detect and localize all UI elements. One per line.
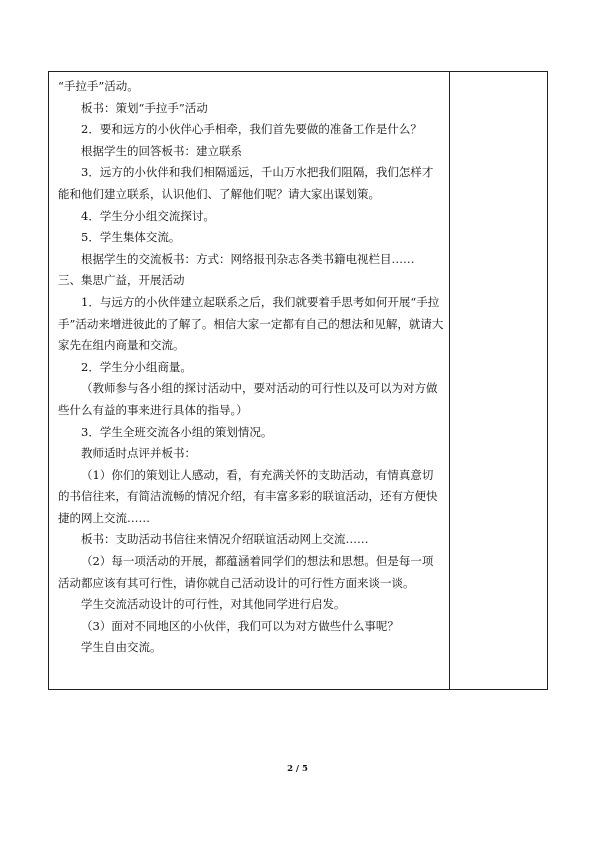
paragraph: 板书：策划“手拉手”活动: [81, 100, 208, 115]
paragraph: 3．学生全班交流各小组的策划情况。: [81, 424, 273, 439]
section-heading: 三、集思广益，开展活动: [58, 273, 185, 288]
paragraph: 2．要和远方的小伙伴心手相牵，我们首先要做的准备工作是什么？: [81, 122, 422, 137]
paragraph: （教师参与各小组的探讨活动中，要对活动的可行性以及可以为对方做些什么有益的事来进行具体的指导。）: [58, 381, 438, 417]
page-number: 2 / 5: [287, 764, 308, 774]
paragraph: （3）面对不同地区的小伙伴，我们可以为对方做些什么事呢？: [81, 618, 399, 633]
paragraph: 教师适时点评并板书：: [81, 446, 196, 461]
paragraph: “手拉手”活动。: [58, 79, 139, 93]
paragraph: 板书：支助活动书信往来情况介绍联谊活动网上交流……: [81, 532, 369, 547]
paragraph: 4．学生分小组交流探讨。: [81, 208, 215, 223]
lesson-content: [58, 76, 444, 659]
paragraph: 学生交流活动设计的可行性，对其他同学进行启发。: [81, 597, 346, 612]
paragraph: 3．远方的小伙伴和我们相隔遥远，千山万水把我们阻隔，我们怎样才能和他们建立联系，认识他们、了解他们呢？请大家出谋划策。: [58, 165, 434, 201]
paragraph: 2．学生分小组商量。: [81, 359, 192, 374]
paragraph: （1）你们的策划让人感动，看，有充满关怀的支助活动，有情真意切的书信往来，有简洁流畅的情况介绍，有丰富多彩的联谊活动，还有方便快捷的网上交流……: [58, 467, 438, 525]
paragraph: 根据学生的交流板书：方式：网络报刊杂志各类书籍电视栏目……: [81, 251, 415, 266]
paragraph: 学生自由交流。: [81, 640, 162, 655]
paragraph: 5．学生集体交流。: [81, 230, 181, 245]
paragraph: 1．与远方的小伙伴建立起联系之后，我们就要着手思考如何开展“手拉手”活动来增进彼此的了解了。相信大家一定都有自己的想法和见解，就请大家先在组内商量和交流。: [58, 294, 444, 353]
paragraph: （2）每一项活动的开展，都蕴涵着同学们的想法和思想。但是每一项活动都应该有其可行性，请你就自己活动设计的可行性方面来谈一谈。: [58, 554, 434, 590]
paragraph: 根据学生的回答板书：建立联系: [81, 143, 242, 158]
table-column-divider: [449, 71, 450, 690]
